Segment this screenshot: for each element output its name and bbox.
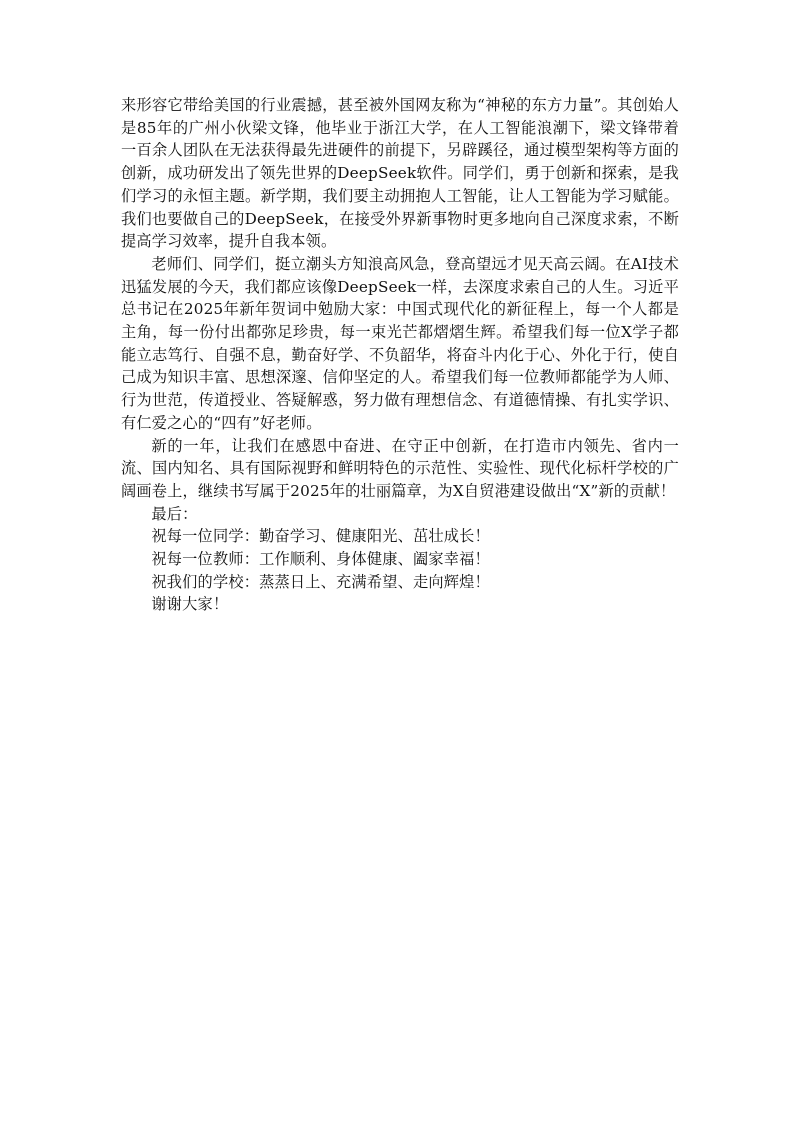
wish-school: 祝我们的学校：蒸蒸日上、充满希望、走向辉煌！ — [151, 572, 490, 591]
paragraph-call-to-teachers-students: 老师们、同学们，挺立潮头方知浪高风急，登高望远才见天高云阔。在AI技术迅猛发展的今天，我们都应该像DeepSeek一样，去深度求索自己的人生。习近平总书记在2025年新年贺词中勉励大家：中国式现代化的新征程上，每一个人都是主角，每一份付出都弥足珍贵，每一束光芒都熠熠生辉。希望我们每一位X学子都能立志笃行、自强不息，勤奋好学、不负韶华，将奋斗内化于心、外化于行，使自己成为知识丰富、思想深邃、信仰坚定的人。希望我们每一位教师都能学为人师、行为世范，传道授业、答疑解惑，努力做有理想信念、有道德情操、有扎实学识、有仁爱之心的“四有”好老师。 — [121, 254, 679, 432]
wish-teachers: 祝每一位教师：工作顺利、身体健康、阖家幸福！ — [151, 550, 490, 569]
paragraph-new-year-vision: 新的一年，让我们在感恩中奋进、在守正中创新，在打造市内领先、省内一流、国内知名、具有国际视野和鲜明特色的示范性、实验性、现代化标杆学校的广阔画卷上，继续书写属于2025年的壮丽篇章，为X自贸港建设做出“X”新的贡献！ — [121, 436, 679, 500]
thank-you: 谢谢大家！ — [151, 595, 229, 614]
wish-students: 祝每一位同学：勤奋学习、健康阳光、茁壮成长！ — [151, 527, 490, 546]
document-body — [121, 94, 679, 616]
paragraph-deepseek-story: 来形容它带给美国的行业震撼，甚至被外国网友称为“神秘的东方力量”。其创始人是85年的广州小伙梁文锋，他毕业于浙江大学，在人工智能浪潮下，梁文锋带着一百余人团队在无法获得最先进硬件的前提下，另辟蹊径，通过模型架构等方面的创新，成功研发出了领先世界的DeepSeek软件。同学们，勇于创新和探索，是我们学习的永恒主题。新学期，我们要主动拥抱人工智能，让人工智能为学习赋能。我们也要做自己的DeepSeek，在接受外界新事物时更多地向自己深度求索，不断提高学习效率，提升自我本领。 — [121, 96, 679, 251]
closing-intro: 最后： — [151, 504, 198, 523]
